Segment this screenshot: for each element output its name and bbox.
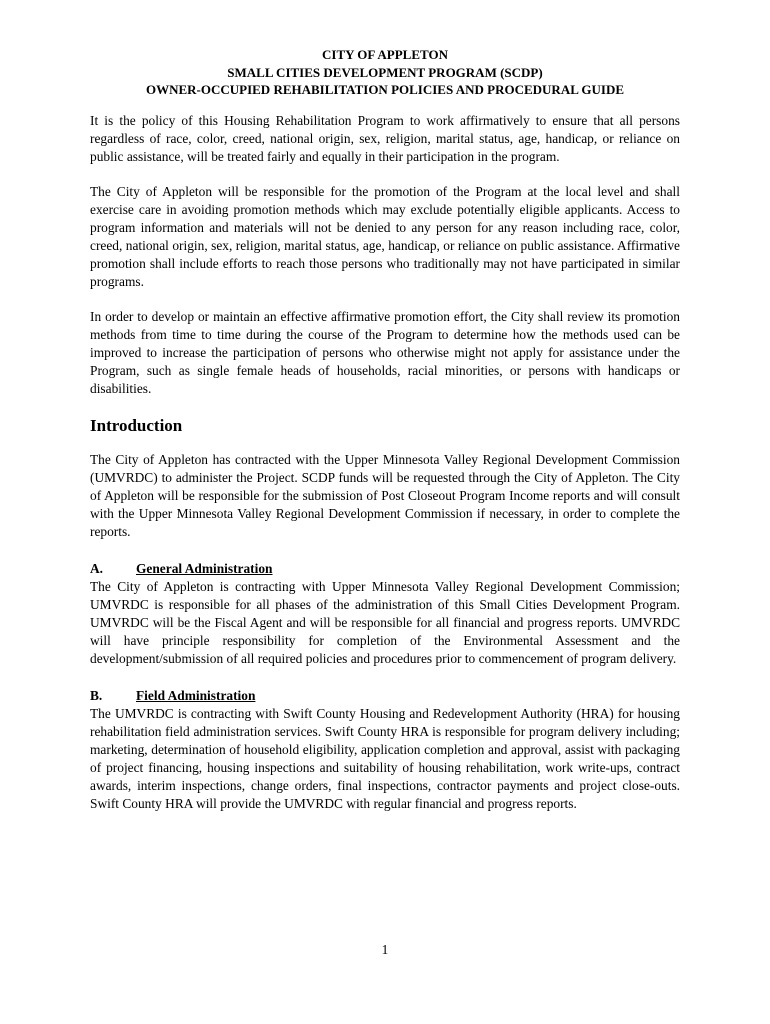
- introduction-heading: Introduction: [90, 415, 183, 435]
- title-line-city: CITY OF APPLETON: [322, 47, 448, 62]
- document-title: [90, 46, 680, 99]
- section-a-heading: [90, 560, 680, 578]
- section-b-letter: B.: [90, 687, 103, 703]
- section-b-paragraph: The UMVRDC is contracting with Swift County Housing and Redevelopment Authority (HRA) for housing rehabilitation field administration services. Swift County HRA is responsible for program delivery including; marketing, determination of household eligibility, application completion and approval, assist with packaging of project financing, housing inspections and suitability of housing rehabilitation, work write-ups, contract awards, interim inspections, change orders, final inspections, contractor payments and project close-outs. Swift County HRA will provide the UMVRDC with regular financial and progress reports.: [90, 705, 680, 811]
- title-line-program: SMALL CITIES DEVELOPMENT PROGRAM (SCDP): [227, 64, 543, 80]
- section-a-title: General Administration: [136, 560, 273, 576]
- section-b-title: Field Administration: [136, 687, 256, 703]
- document-page: [90, 46, 680, 813]
- review-paragraph: In order to develop or maintain an effective affirmative promotion effort, the City shall review its promotion methods from time to time during the course of the Program to determine how the methods used can be improved to increase the participation of persons who otherwise might not apply for assistance under the Program, such as single female heads of households, racial minorities, or persons with handicaps or disabilities.: [90, 308, 680, 396]
- section-a-paragraph: The City of Appleton is contracting with Upper Minnesota Valley Regional Development Commission; UMVRDC is responsible for all phases of the administration of this Small Cities Development Program. UMVRDC will be the Fiscal Agent and will be responsible for all financial and progress reports. UMVRDC will have principle responsibility for completion of the Environmental Assessment and the development/submission of all required policies and procedures prior to commencement of program delivery.: [90, 578, 680, 666]
- section-a-letter: A.: [90, 560, 104, 576]
- introduction-paragraph: The City of Appleton has contracted with the Upper Minnesota Valley Regional Development Commission (UMVRDC) to administer the Project. SCDP funds will be requested through the City of Appleton. The City of Appleton will be responsible for the submission of Post Closeout Program Income reports and will consult with the Upper Minnesota Valley Regional Development Commission if necessary, in order to complete the reports.: [90, 451, 680, 539]
- title-line-guide: OWNER-OCCUPIED REHABILITATION POLICIES AND PROCEDURAL GUIDE: [145, 82, 625, 97]
- page-number: 1: [381, 942, 389, 957]
- promotion-paragraph: The City of Appleton will be responsible for the promotion of the Program at the local level and shall exercise care in avoiding promotion methods which may exclude potentially eligible applicants. Access to program information and materials will not be denied to any person for any reason including race, color, creed, national origin, sex, religion, marital status, age, handicap, or reliance on public assistance. Affirmative promotion shall include efforts to reach those persons who traditionally may not have participated in similar programs.: [90, 183, 680, 289]
- policy-paragraph: It is the policy of this Housing Rehabilitation Program to work affirmatively to ensure that all persons regardless of race, color, creed, national origin, sex, religion, marital status, age, handicap, or reliance on public assistance, will be treated fairly and equally in their participation in the program.: [90, 112, 680, 164]
- section-b-heading: [90, 687, 680, 705]
